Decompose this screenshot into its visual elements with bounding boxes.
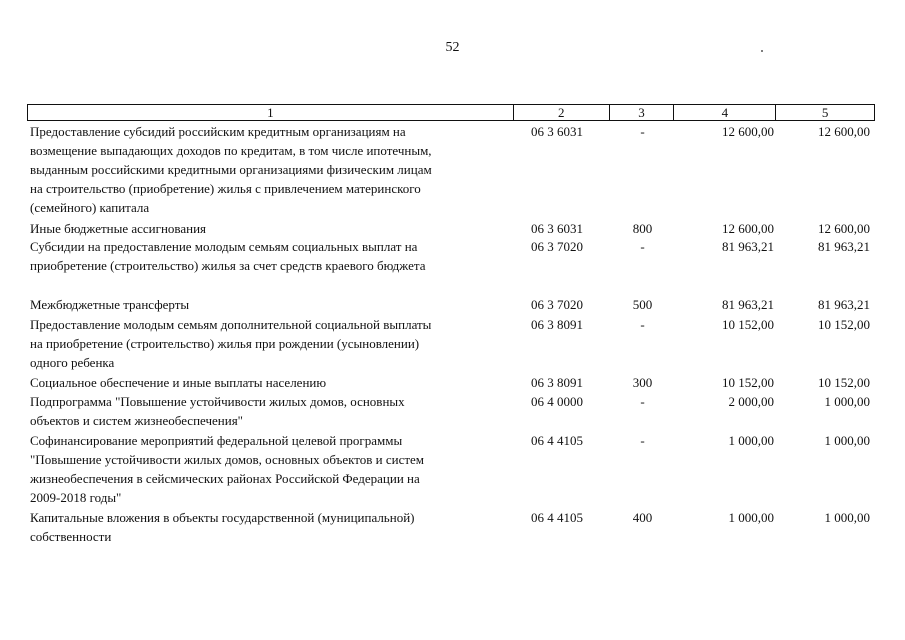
row-name-line: выданным российскими кредитными организациями физическим лицам xyxy=(30,162,432,177)
row-name xyxy=(27,431,514,507)
row-name-line: "Повышение устойчивости жилых домов, основных объектов и систем xyxy=(30,452,425,467)
row-name-line: на строительство (приобретение) жилья с привлечением материнского xyxy=(30,181,421,196)
table-row xyxy=(27,315,875,372)
row-name-line: на приобретение (строительство) жилья при рождении (усыновлении) xyxy=(30,336,420,351)
row-expense-type: 400 xyxy=(632,510,653,525)
row-code: 06 3 7020 xyxy=(531,297,583,312)
column-header-4: 4 xyxy=(674,105,776,120)
row-code: 06 3 6031 xyxy=(531,124,583,139)
row-name-line: (семейного) капитала xyxy=(30,200,150,215)
row-name xyxy=(27,122,514,217)
row-name-line: Предоставление субсидий российским кредитным организациям на xyxy=(30,124,406,139)
column-header-5: 5 xyxy=(821,105,829,120)
row-name xyxy=(27,373,514,392)
row-expense-type: 500 xyxy=(632,297,653,312)
row-code: 06 3 8091 xyxy=(531,317,583,332)
row-name-line: жизнеобеспечения в сейсмических районах Российской Федерации на xyxy=(30,471,420,486)
row-name xyxy=(27,237,514,275)
row-name-line: возмещение выпадающих доходов по кредитам, в том числе ипотечным, xyxy=(30,143,432,158)
row-expense-type: - xyxy=(640,394,645,409)
column-header-3: 3 xyxy=(610,105,675,120)
row-name-line: объектов и систем жизнеобеспечения" xyxy=(30,413,243,428)
row-name-line: собственности xyxy=(30,529,112,544)
row-sum-col5: 81 963,21 xyxy=(818,239,870,254)
column-header-1: 1 xyxy=(28,105,514,120)
row-code: 06 4 4105 xyxy=(531,510,583,525)
row-sum-col5: 10 152,00 xyxy=(818,317,870,332)
table-row xyxy=(27,392,875,430)
row-name xyxy=(27,295,514,314)
table-row xyxy=(27,431,875,507)
row-expense-type: 800 xyxy=(632,221,653,236)
row-sum-col4: 2 000,00 xyxy=(728,394,774,409)
row-sum-col5: 1 000,00 xyxy=(824,510,870,525)
row-code: 06 3 6031 xyxy=(531,221,583,236)
row-sum-col4: 12 600,00 xyxy=(722,221,774,236)
table-row xyxy=(27,508,875,546)
row-sum-col4: 10 152,00 xyxy=(722,375,774,390)
row-sum-col4: 81 963,21 xyxy=(722,239,774,254)
row-name-line: приобретение (строительство) жилья за счет средств краевого бюджета xyxy=(30,258,426,273)
row-name-line: Капитальные вложения в объекты государственной (муниципальной) xyxy=(30,510,415,525)
row-sum-col5: 10 152,00 xyxy=(818,375,870,390)
column-header-2: 2 xyxy=(514,105,610,120)
row-name-line: Субсидии на предоставление молодым семьям социальных выплат на xyxy=(30,239,418,254)
row-sum-col5: 81 963,21 xyxy=(818,297,870,312)
budget-table xyxy=(27,104,875,544)
row-expense-type: - xyxy=(640,433,645,448)
page-number: 52 xyxy=(445,40,460,55)
row-name-line: Иные бюджетные ассигнования xyxy=(30,221,207,236)
row-sum-col5: 12 600,00 xyxy=(818,124,870,139)
table-header-row xyxy=(27,104,875,121)
table-row xyxy=(27,122,875,217)
row-code: 06 3 7020 xyxy=(531,239,583,254)
row-sum-col4: 10 152,00 xyxy=(722,317,774,332)
row-sum-col4: 1 000,00 xyxy=(728,510,774,525)
row-expense-type: - xyxy=(640,239,645,254)
row-name-line: Софинансирование мероприятий федеральной целевой программы xyxy=(30,433,403,448)
row-name xyxy=(27,508,514,546)
row-sum-col5: 12 600,00 xyxy=(818,221,870,236)
row-expense-type: - xyxy=(640,317,645,332)
row-name-line: Межбюджетные трансферты xyxy=(30,297,190,312)
row-name-line: 2009-2018 годы" xyxy=(30,490,122,505)
table-row xyxy=(27,219,875,238)
row-name-line: Подпрограмма "Повышение устойчивости жилых домов, основных xyxy=(30,394,405,409)
row-name-line: Предоставление молодым семьям дополнительной социальной выплаты xyxy=(30,317,432,332)
row-code: 06 4 4105 xyxy=(531,433,583,448)
row-name-line: Социальное обеспечение и иные выплаты населению xyxy=(30,375,327,390)
row-sum-col5: 1 000,00 xyxy=(824,433,870,448)
row-name-line: одного ребенка xyxy=(30,355,115,370)
row-name xyxy=(27,219,514,238)
row-code: 06 4 0000 xyxy=(531,394,583,409)
row-sum-col4: 81 963,21 xyxy=(722,297,774,312)
row-sum-col4: 12 600,00 xyxy=(722,124,774,139)
row-expense-type: - xyxy=(640,124,645,139)
table-row xyxy=(27,373,875,392)
row-name xyxy=(27,315,514,372)
table-row xyxy=(27,237,875,275)
row-name xyxy=(27,392,514,430)
scan-speck xyxy=(761,50,763,52)
row-code: 06 3 8091 xyxy=(531,375,583,390)
row-sum-col5: 1 000,00 xyxy=(824,394,870,409)
table-row xyxy=(27,295,875,314)
row-sum-col4: 1 000,00 xyxy=(728,433,774,448)
row-expense-type: 300 xyxy=(632,375,653,390)
